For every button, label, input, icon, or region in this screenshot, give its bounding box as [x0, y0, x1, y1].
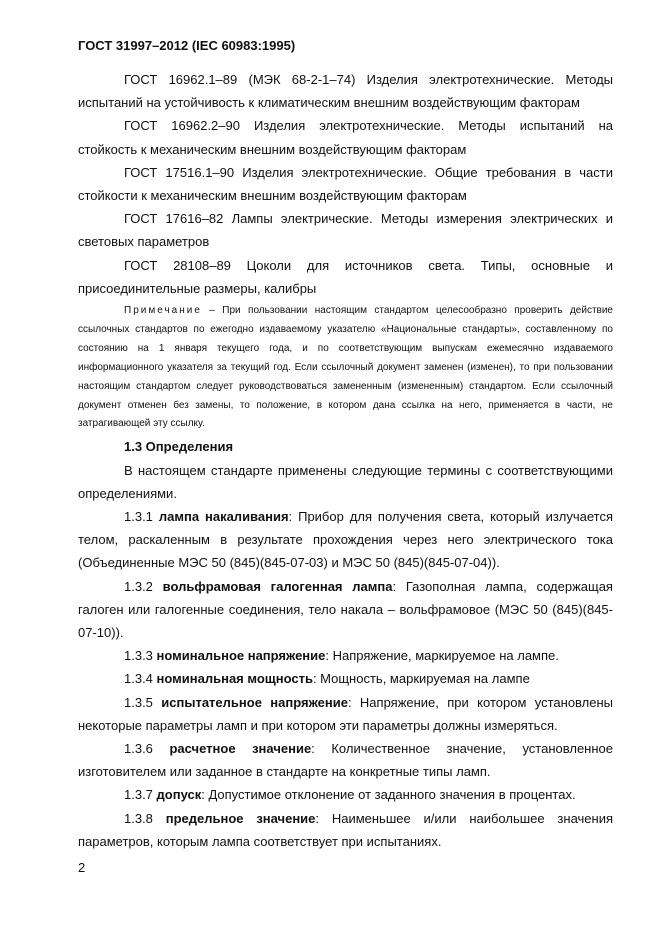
- term-definition: 1.3.8 предельное значение: Наименьшее и/или наибольшее значения параметров, которым лампа соответствует при испытаниях.: [78, 810, 614, 849]
- term-definition: 1.3.5 испытательное напряжение: Напряжение, при котором установлены некоторые параметры ламп и при котором эти параметры должны измеряться.: [78, 694, 613, 733]
- term-definition: 1.3.2 вольфрамовая галогенная лампа: Газополная лампа, содержащая галоген или галогенные соединения, тело накала – вольфрамовое (МЭС 50 (845)(845-07-10)).: [78, 578, 613, 640]
- term-definition: 1.3.3 номинальное напряжение: Напряжение, маркируемое на лампе.: [124, 648, 559, 664]
- section-heading: 1.3 Определения: [124, 439, 234, 455]
- reference-item: ГОСТ 17516.1–90 Изделия электротехнические. Общие требования в части стойкости к механическим внешним воздействующим факторам: [78, 164, 613, 204]
- term-definition: 1.3.7 допуск: Допустимое отклонение от заданного значения в процентах.: [124, 787, 576, 803]
- term-name: допуск: [156, 787, 202, 803]
- term-name: лампа накаливания: [158, 508, 289, 524]
- term-definition: 1.3.1 лампа накаливания: Прибор для получения света, который излучается телом, раскаленным в результате прохождения через него электрического тока (Объединенные МЭС 50 (845)(845-07-03) и МЭС 50 (845)(845-07-04)).: [78, 508, 613, 571]
- reference-item: ГОСТ 17616–82 Лампы электрические. Методы измерения электрических и световых параметров: [78, 211, 613, 250]
- note-label: Примечание: [124, 305, 202, 317]
- term-name: испытательное напряжение: [161, 694, 348, 710]
- note-text: – При пользовании настоящим стандартом целесообразно проверить действие ссылочных стандартов по ежегодно издаваемому указателю «Национальные стандарты», составленному по состоянию на 1 января текущего года, и по соответствующим выпускам ежемесячно издаваемого информационного указателя за текущий год. Если ссылочный документ заменен (изменен), то при пользовании настоящим стандартом следует руководствоваться замененным (измененным) стандартом. Если ссылочный документ отменен без замены, то положение, в котором дана ссылка на него, применяется в части, не затрагивающей эту ссылку.: [78, 305, 613, 430]
- term-definition: 1.3.6 расчетное значение: Количественное значение, установленное изготовителем или заданное в стандарте на конкретные типы ламп.: [78, 741, 613, 780]
- document-header: ГОСТ 31997–2012 (IEC 60983:1995): [78, 38, 296, 53]
- note-paragraph: [78, 302, 613, 434]
- term-name: вольфрамовая галогенная лампа: [162, 578, 393, 594]
- page-number: 2: [78, 860, 86, 875]
- term-name: номинальное напряжение: [156, 648, 326, 664]
- reference-item: ГОСТ 28108–89 Цоколи для источников света. Типы, основные и присоединительные размеры, калибры: [78, 257, 613, 296]
- term-name: предельное значение: [165, 810, 316, 826]
- reference-item: ГОСТ 16962.1–89 (МЭК 68-2-1–74) Изделия электротехнические. Методы испытаний на устойчивость к климатическим внешним воздействующим факторам: [78, 72, 613, 111]
- term-definition: 1.3.4 номинальная мощность: Мощность, маркируемая на лампе: [124, 671, 530, 687]
- document-body: [78, 68, 613, 853]
- reference-item: ГОСТ 16962.2–90 Изделия электротехнические. Методы испытаний на стойкость к механическим внешним воздействующим факторам: [78, 118, 613, 157]
- term-name: номинальная мощность: [156, 671, 313, 687]
- term-name: расчетное значение: [169, 741, 312, 757]
- section-intro: В настоящем стандарте применены следующие термины с соответствующими определениями.: [78, 462, 613, 501]
